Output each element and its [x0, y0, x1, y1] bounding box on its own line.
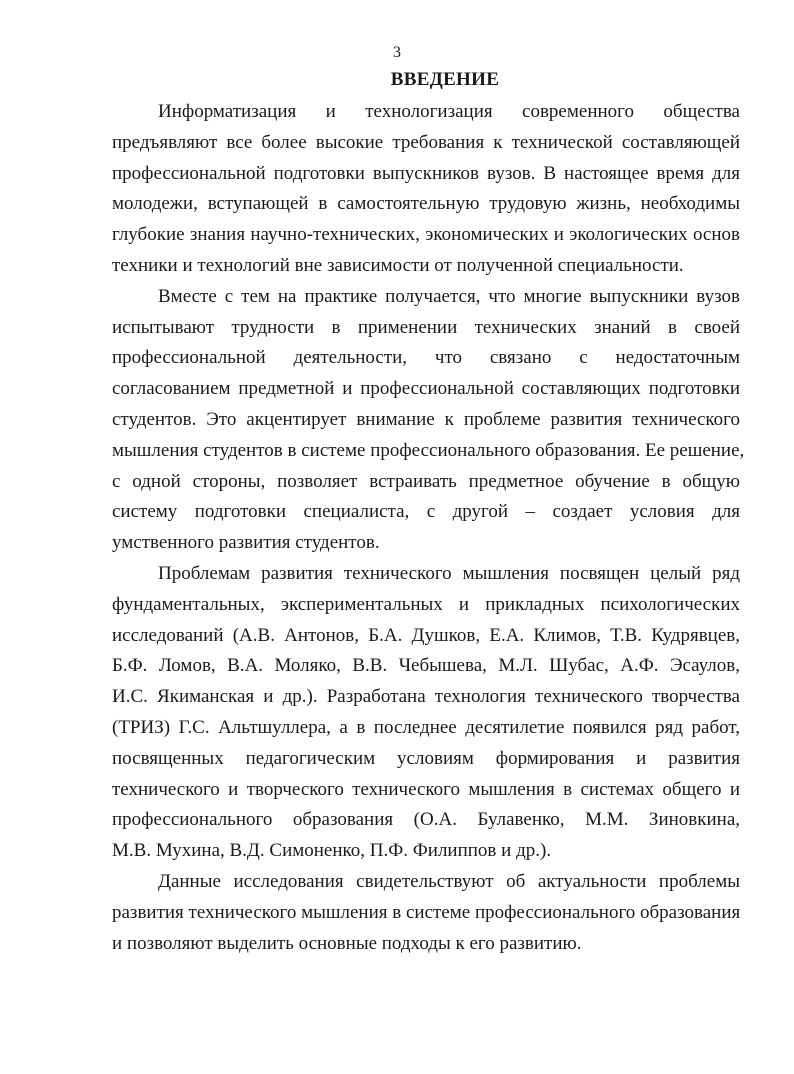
text-line: техники и технологий вне зависимости от полученной специальности. — [112, 254, 684, 276]
text-line: фундаментальных, экспериментальных и прикладных психологических — [112, 593, 740, 615]
text-line: развития технического мышления в системе профессионального образования — [112, 901, 741, 923]
text-line: И.С. Якиманская и др.). Разработана технология технического творчества — [112, 686, 740, 708]
text-line: (ТРИЗ) Г.С. Альтшуллера, а в последнее десятилетие появился ряд работ, — [112, 716, 740, 738]
text-line: и позволяют выделить основные подходы к его развитию. — [112, 932, 582, 954]
text-line: посвященных педагогическим условиям формирования и развития — [112, 747, 740, 769]
text-line: Б.Ф. Ломов, В.А. Моляко, В.В. Чебышева, М.Л. Шубас, А.Ф. Эсаулов, — [112, 655, 740, 677]
text-line: испытывают трудности в применении технических знаний в своей — [112, 316, 740, 338]
text-line: умственного развития студентов. — [112, 532, 380, 554]
section-heading: ВВЕДЕНИЕ — [390, 69, 500, 90]
text-line: с одной стороны, позволяет встраивать предметное обучение в общую — [112, 470, 740, 492]
paragraph-4 — [112, 867, 740, 959]
text-line: технического и творческого технического мышления в системах общего и — [112, 778, 740, 800]
text-line: профессионального образования (О.А. Булавенко, М.М. Зиновкина, — [112, 809, 740, 831]
text-line: профессиональной деятельности, что связано с недостаточным — [112, 347, 740, 369]
text-line: систему подготовки специалиста, с другой – создает условия для — [112, 501, 740, 523]
text-line: мышления студентов в системе профессионального образования. Ее решение, — [112, 439, 745, 461]
text-line: глубокие знания научно-технических, экономических и экологических основ — [112, 224, 740, 246]
paragraph-1 — [112, 97, 740, 282]
text-line: молодежи, вступающей в самостоятельную трудовую жизнь, необходимы — [112, 193, 740, 215]
text-line: студентов. Это акцентирует внимание к проблеме развития технического — [112, 408, 740, 430]
text-line: Вместе с тем на практике получается, что многие выпускники вузов — [158, 285, 740, 307]
text-line: Проблемам развития технического мышления посвящен целый ряд — [158, 562, 740, 584]
text-line: профессиональной подготовки выпускников вузов. В настоящее время для — [112, 162, 740, 184]
text-line: предъявляют все более высокие требования к технической составляющей — [112, 131, 740, 153]
paragraph-2 — [112, 282, 745, 559]
page-number: 3 — [393, 44, 401, 61]
text-line: Информатизация и технологизация современного общества — [158, 101, 740, 122]
text-line: согласованием предметной и профессиональной составляющих подготовки — [112, 378, 740, 400]
text-line: исследований (А.В. Антонов, Б.А. Душков, Е.А. Климов, Т.В. Кудрявцев, — [112, 624, 740, 646]
text-line: Данные исследования свидетельствуют об актуальности проблемы — [158, 870, 740, 892]
text-line: М.В. Мухина, В.Д. Симоненко, П.Ф. Филиппов и др.). — [112, 840, 552, 862]
document-body — [112, 97, 745, 959]
paragraph-3 — [112, 559, 740, 867]
